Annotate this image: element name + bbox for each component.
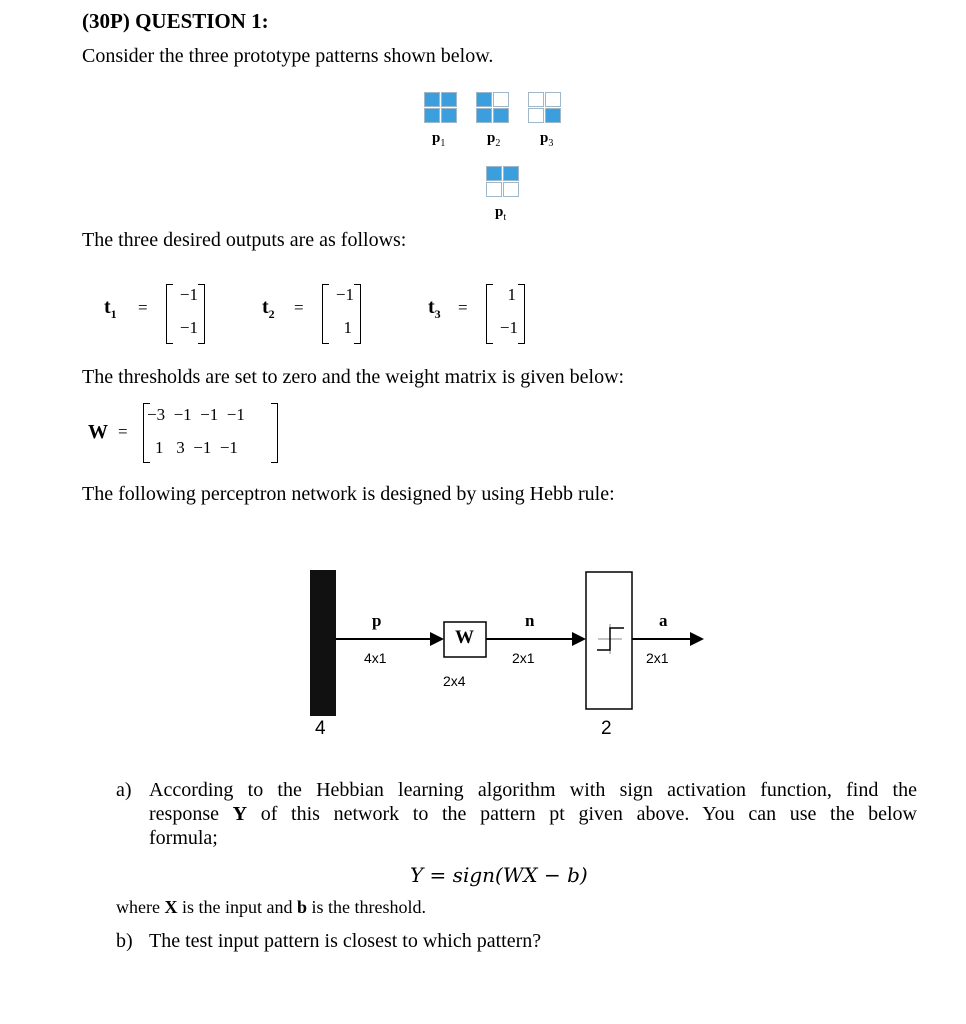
input-arrowhead: [430, 632, 444, 646]
t2-label: $t_2$: [262, 296, 275, 321]
label-pt: $p_t$: [495, 204, 507, 223]
t2-value-1: −1: [335, 285, 354, 304]
t1-value-1: −1: [179, 285, 198, 304]
label-p1: $p_1$: [432, 130, 446, 149]
part-a-line-3: formula;: [149, 827, 218, 849]
t2-equals: =: [294, 298, 304, 317]
question-title: (30P) QUESTION 1:: [82, 9, 269, 33]
part-b-marker: b): [116, 930, 133, 952]
t1-value-2: −1: [179, 318, 198, 337]
t3-equals: =: [458, 298, 468, 317]
outputs-intro: The three desired outputs are as follows:: [82, 229, 407, 251]
weight-row-2: 1 3 −1 −1: [155, 438, 238, 457]
net-arrowhead: [572, 632, 586, 646]
transfer-box: [586, 572, 632, 709]
output-label: a: [659, 611, 668, 630]
t3-value-1: 1: [507, 285, 516, 304]
t1-label: $t_1$: [104, 296, 117, 321]
where-text: where X is the input and b is the threshold.: [116, 897, 426, 917]
t1-equals: =: [138, 298, 148, 317]
part-b-text: The test input pattern is closest to which pattern?: [149, 930, 542, 952]
weight-box-label: W: [455, 627, 474, 648]
formula: Y = sign(WX − b): [410, 863, 588, 887]
part-a-line-2: response Y of this network to the pattern pt given above. You can use the below: [149, 803, 918, 825]
weight-row-1: −3 −1 −1 −1: [147, 405, 245, 424]
label-p2: $p_2$: [487, 130, 501, 149]
weight-equals: =: [118, 422, 128, 441]
input-label: p: [372, 611, 382, 630]
t3-value-2: −1: [499, 318, 518, 337]
output-arrowhead: [690, 632, 704, 646]
layer-size-label: 2: [601, 718, 612, 739]
weight-dim: 2x4: [443, 673, 466, 689]
input-dim: 4x1: [364, 650, 387, 666]
input-bar: [310, 570, 336, 716]
t2-value-2: 1: [343, 318, 352, 337]
part-a-line-1: According to the Hebbian learning algorithm with sign activation function, find the: [149, 779, 917, 801]
network-text: The following perceptron network is designed by using Hebb rule:: [82, 483, 615, 505]
net-label: n: [525, 611, 535, 630]
net-dim: 2x1: [512, 650, 535, 666]
part-a-marker: a): [116, 779, 132, 801]
threshold-text: The thresholds are set to zero and the weight matrix is given below:: [82, 366, 625, 388]
t3-label: $t_3$: [428, 296, 441, 321]
weight-label: W: [88, 421, 108, 443]
input-size-label: 4: [315, 718, 326, 739]
intro-text: Consider the three prototype patterns shown below.: [82, 45, 494, 67]
label-p3: $p_3$: [540, 130, 554, 149]
output-dim: 2x1: [646, 650, 669, 666]
